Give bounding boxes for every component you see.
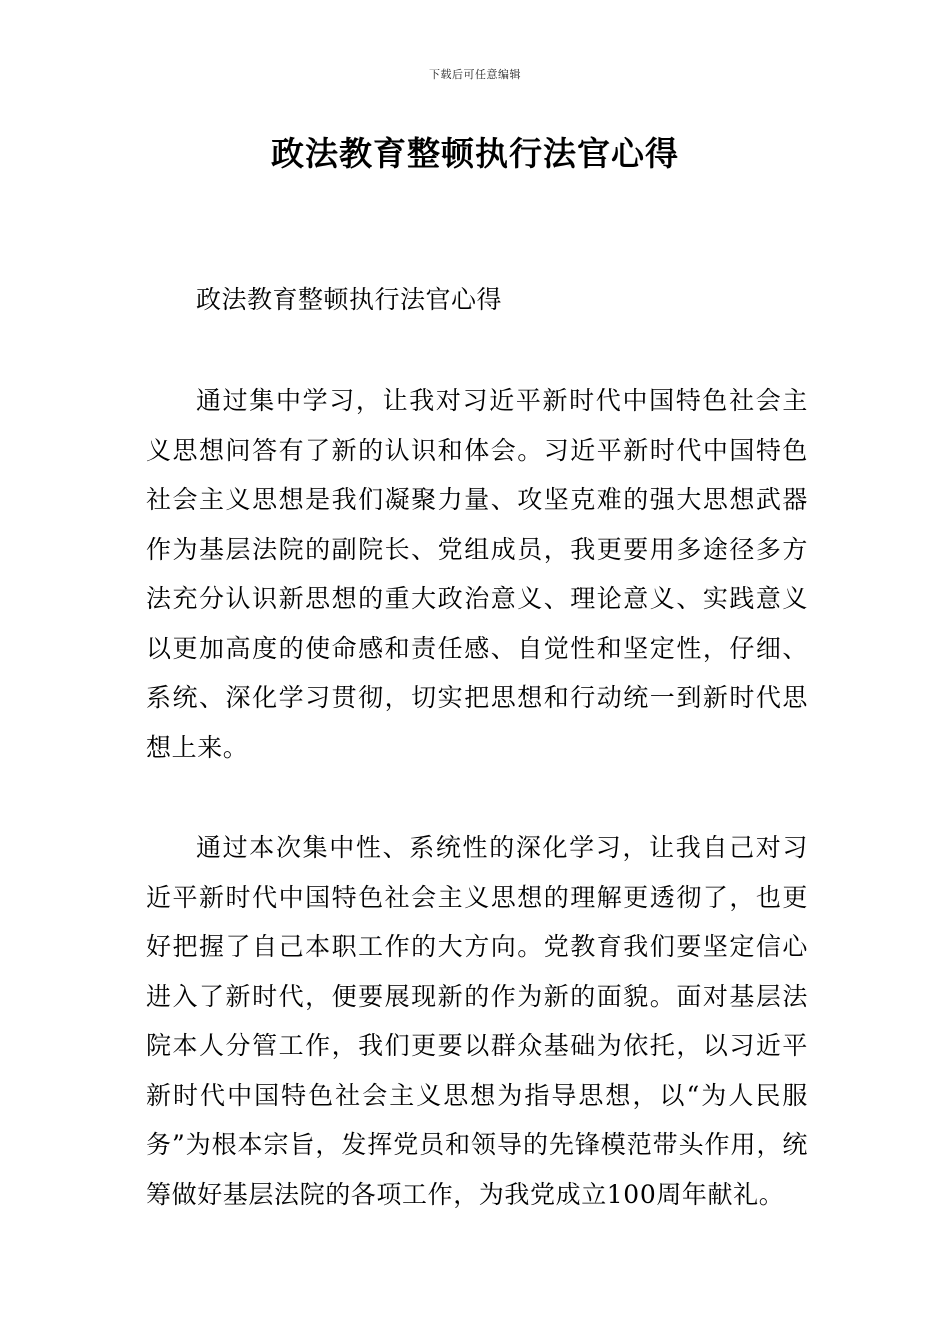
body-paragraph-2: 通过本次集中性、系统性的深化学习，让我自己对习近平新时代中国特色社会主义思想的理解更透彻了，也更好把握了自己本职工作的大方向。党教育我们要坚定信心进入了新时代，便要展现新的作为新的面貌。面对基层法院本人分管工作，我们更要以群众基础为依托，以习近平新时代中国特色社会主义思想为指导思想，以“为人民服务”为根本宗旨，发挥党员和领导的先锋模范带头作用，统筹做好基层法院的各项工作，为我党成立100周年献礼。 bbox=[146, 833, 808, 1209]
document-subtitle: 政法教育整顿执行法官心得 bbox=[196, 285, 503, 314]
body-paragraph-1: 通过集中学习，让我对习近平新时代中国特色社会主义思想问答有了新的认识和体会。习近平新时代中国特色社会主义思想是我们凝聚力量、攻坚克难的强大思想武器作为基层法院的副院长、党组成员，我更要用多途径多方法充分认识新思想的重大政治意义、理论意义、实践意义以更加高度的使命感和责任感、自觉性和坚定性，仔细、系统、深化学习贯彻，切实把思想和行动统一到新时代思想上来。 bbox=[146, 386, 808, 762]
document-title: 政法教育整顿执行法官心得 bbox=[271, 134, 679, 173]
header-note: 下载后可任意编辑 bbox=[429, 68, 521, 81]
